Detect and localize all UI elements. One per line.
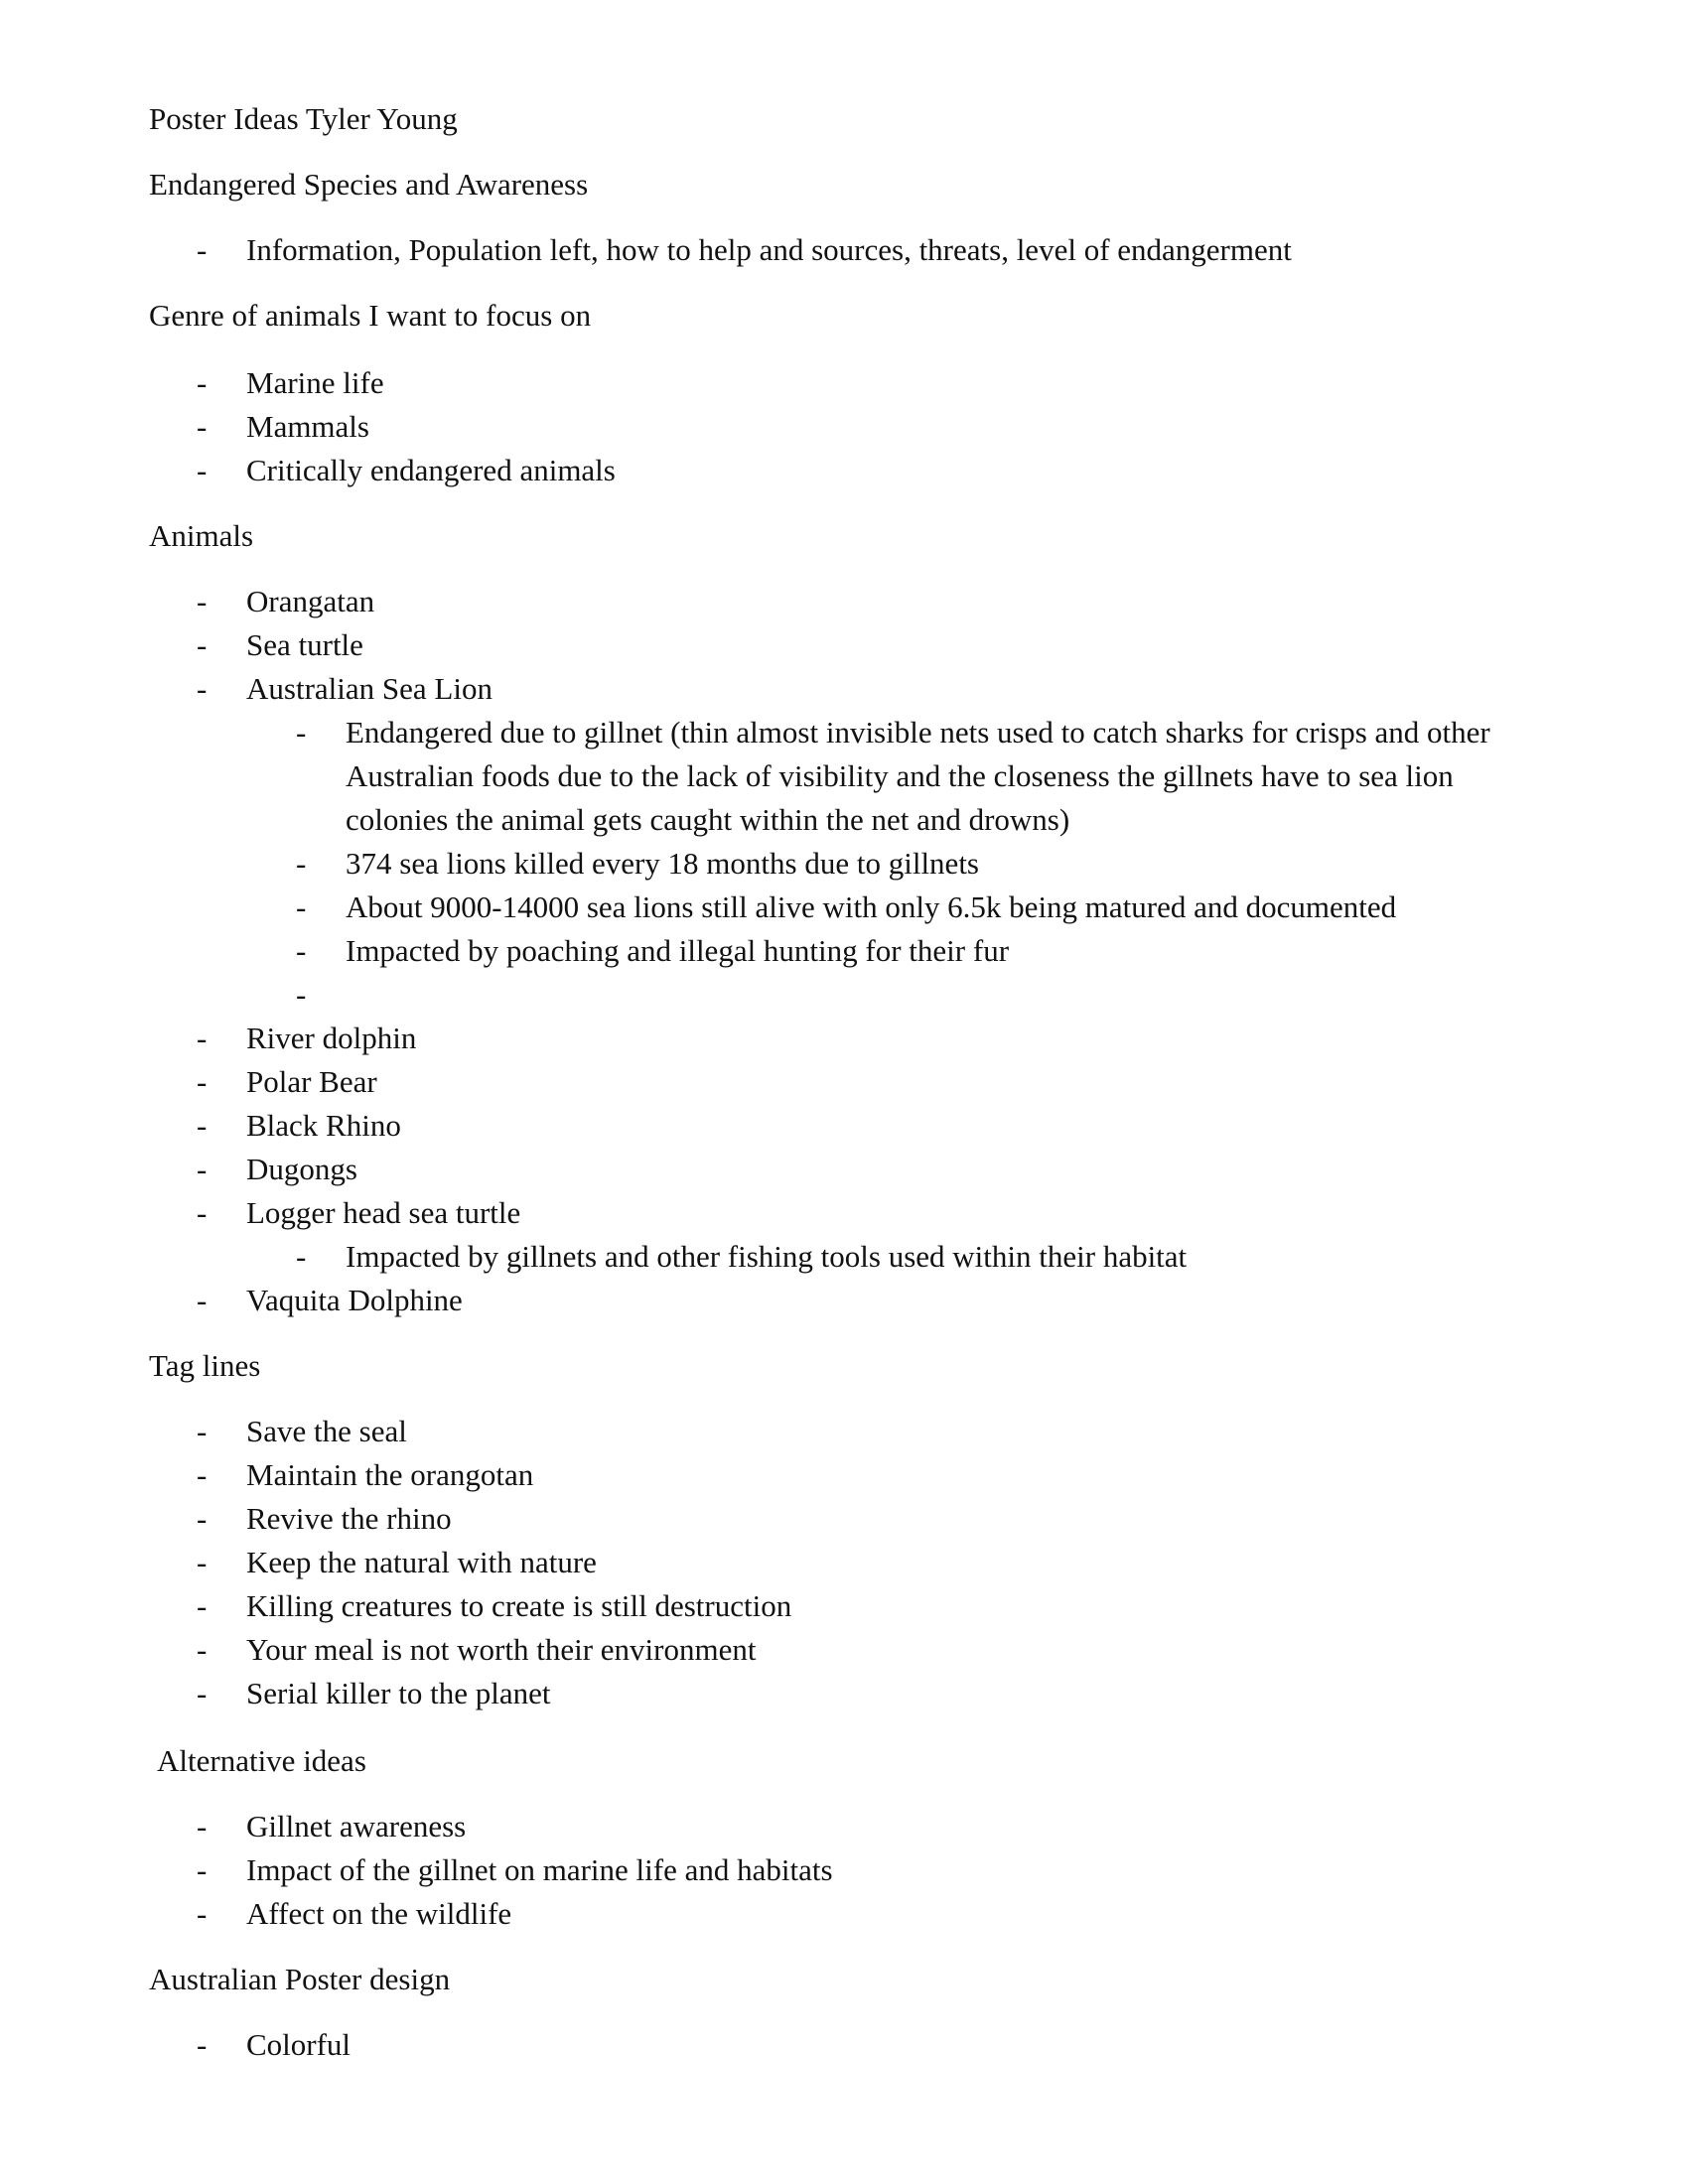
document-title: Poster Ideas Tyler Young [149, 101, 458, 136]
bullet-dash: - [197, 365, 208, 400]
bullet-dash: - [197, 1676, 208, 1710]
list-item: - Colorful [149, 2023, 1539, 2067]
sublist-item: - Impacted by poaching and illegal hunting for their fur [149, 929, 1442, 973]
list-item: - Maintain the orangotan [149, 1453, 1539, 1497]
bullet-dash: - [197, 1896, 208, 1931]
sublist-item: - About 9000-14000 sea lions still alive with only 6.5k being matured and documented [149, 886, 1442, 929]
bullet-dash: - [197, 1152, 208, 1186]
bullet-dash: - [197, 232, 208, 267]
list-item: - Revive the rhino [149, 1497, 1539, 1541]
heading-taglines: Tag lines [149, 1348, 261, 1383]
list-item: - Polar Bear [149, 1060, 1539, 1104]
bullet-dash: - [197, 1283, 208, 1317]
list-item: - Sea turtle [149, 623, 1539, 667]
list-item: - Orangatan [149, 580, 1539, 623]
list-item: - Impact of the gillnet on marine life and habitats [149, 1848, 1539, 1892]
bullet-dash: - [197, 1021, 208, 1055]
bullet-dash: - [197, 1588, 208, 1623]
bullet-dash: - [197, 453, 208, 487]
list-item: - Dugongs [149, 1148, 1539, 1191]
list-alternative [149, 1805, 1539, 1936]
sublist-item: - 374 sea lions killed every 18 months due to gillnets [149, 842, 1442, 886]
list-item: - River dolphin [149, 1017, 1539, 1060]
sublist-sea-lion [149, 711, 1490, 1017]
list-item: - Keep the natural with nature [149, 1541, 1539, 1584]
list-item: - Serial killer to the planet [149, 1672, 1539, 1715]
list-animals [149, 580, 1539, 1322]
sublist-item: - Impacted by gillnets and other fishing tools used within their habitat [149, 1235, 1442, 1279]
sublist-loggerhead [149, 1235, 1442, 1279]
bullet-dash: - [197, 1852, 208, 1887]
list-design [149, 2023, 1539, 2067]
list-item: - Marine life [149, 361, 1539, 405]
sublist-item: - Endangered due to gillnet (thin almost invisible nets used to catch sharks for crisps and other Australian foods due to the lack of visibility and the closeness the gillnets have to sea lion colonies the animal gets caught within the net and drowns) [149, 711, 1442, 842]
bullet-dash: - [197, 1632, 208, 1667]
list-taglines [149, 1410, 1539, 1715]
bullet-dash: - [197, 1064, 208, 1099]
bullet-dash: - [197, 2027, 208, 2062]
bullet-dash: - [197, 1195, 208, 1230]
list-item: - Your meal is not worth their environment [149, 1628, 1539, 1672]
bullet-dash: - [296, 846, 307, 881]
list-item: - Black Rhino [149, 1104, 1539, 1148]
list-item: - Save the seal [149, 1410, 1539, 1453]
list-item: - Critically endangered animals [149, 449, 1539, 492]
list-item: - Killing creatures to create is still destruction [149, 1584, 1539, 1628]
bullet-dash: - [296, 977, 307, 1012]
heading-genre: Genre of animals I want to focus on [149, 298, 592, 333]
bullet-dash: - [197, 1457, 208, 1492]
list-endangered [149, 228, 1539, 272]
bullet-dash: - [197, 584, 208, 618]
list-item: - Mammals [149, 405, 1539, 449]
list-item: - Logger head sea turtle - Impacted by gillnets and other fishing tools used within their habitat [149, 1191, 1539, 1279]
bullet-dash: - [197, 1545, 208, 1579]
list-item: - Vaquita Dolphine [149, 1279, 1539, 1322]
bullet-dash: - [296, 933, 307, 968]
bullet-dash: - [197, 409, 208, 444]
list-item: - Gillnet awareness [149, 1805, 1539, 1848]
list-genre [149, 361, 1539, 492]
list-item: - Australian Sea Lion - Endangered due to gillnet (thin almost invisible nets used to catch sharks for crisps and other Australian foods due to the lack of visibility and the closeness the gillnets have to sea lion colonies the animal gets caught within the net and drowns) - 374 sea lions killed every 18 months due to gillnets - About 9000-14000 sea lions still alive with only 6.5k being matured and documented - Impacted by poaching and illegal hunting for their fur - [149, 667, 1539, 1017]
bullet-dash: - [197, 671, 208, 706]
bullet-dash: - [296, 1239, 307, 1274]
list-item: - Information, Population left, how to help and sources, threats, level of endangerment [149, 228, 1539, 272]
bullet-dash: - [197, 1501, 208, 1536]
bullet-dash: - [197, 1414, 208, 1448]
heading-design: Australian Poster design [149, 1962, 451, 1996]
bullet-dash: - [296, 715, 307, 750]
heading-endangered: Endangered Species and Awareness [149, 167, 589, 202]
list-item: - Affect on the wildlife [149, 1892, 1539, 1936]
heading-alternative: Alternative ideas [157, 1743, 366, 1778]
bullet-dash: - [197, 627, 208, 662]
heading-animals: Animals [149, 518, 254, 553]
bullet-dash: - [197, 1809, 208, 1843]
sublist-item-empty [149, 973, 1442, 1017]
bullet-dash: - [296, 889, 307, 924]
bullet-dash: - [197, 1108, 208, 1143]
